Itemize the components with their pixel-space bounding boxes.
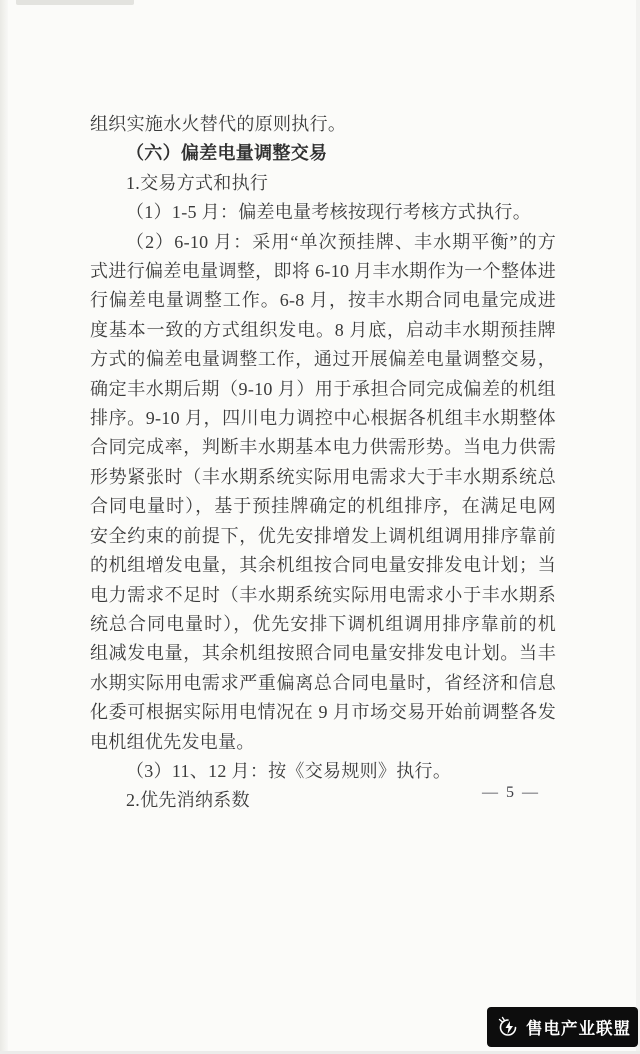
- subsection-heading: 1.交易方式和执行: [126, 172, 269, 193]
- scan-right-edge: [636, 0, 640, 1054]
- paragraph-item-3: （3）11、12 月：按《交易规则》执行。: [126, 760, 452, 781]
- scan-left-edge: [0, 0, 8, 1054]
- section-heading: （六）偏差电量调整交易: [126, 143, 328, 164]
- paragraph-continuation: 组织实施水火替代的原则执行。: [90, 114, 347, 134]
- paragraph-item-2: （2）6-10 月：采用“单次预挂牌、丰水期平衡”的方式进行偏差电量调整，即将 6-10 月丰水期作为一个整体进行偏差电量调整工作。6-8 月，按丰水期合同电量完成进度基本一致的方式组织发电。8 月底，启动丰水期预挂牌方式的偏差电量调整工作，通过开展偏差电量调整交易，确定丰水期后期（9-10 月）用于承担合同完成偏差的机组排序。9-10 月，四川电力调控中心根据各机组丰水期整体合同完成率，判断丰水期基本电力供需形势。当电力供需形势紧张时（丰水期系统实际用电需求大于丰水期系统总合同电量时），基于预挂牌确定的机组排序，在满足电网安全约束的前提下，优先安排增发上调机组调用排序靠前的机组增发电量，其余机组按合同电量安排发电计划；当电力需求不足时（丰水期系统实际用电需求小于丰水期系统总合同电量时），优先安排下调机组调用排序靠前的机组减发电量，其余机组按照合同电量安排发电计划。当丰水期实际用电需求严重偏离总合同电量时，省经济和信息化委可根据实际用电情况在 9 月市场交易开始前调整各发电机组优先发电量。: [90, 231, 556, 752]
- subsection-heading-2: 2.优先消纳系数: [126, 790, 250, 811]
- lightning-hand-icon: [496, 1015, 520, 1039]
- page-number: — 5 —: [482, 784, 540, 801]
- document-body: [90, 110, 556, 816]
- scan-top-streak: [16, 0, 134, 5]
- footer-logo-badge: [487, 1007, 638, 1047]
- paragraph-item-1: （1）1-5 月：偏差电量考核按现行考核方式执行。: [126, 202, 531, 223]
- footer-logo-label: 售电产业联盟: [526, 1020, 631, 1038]
